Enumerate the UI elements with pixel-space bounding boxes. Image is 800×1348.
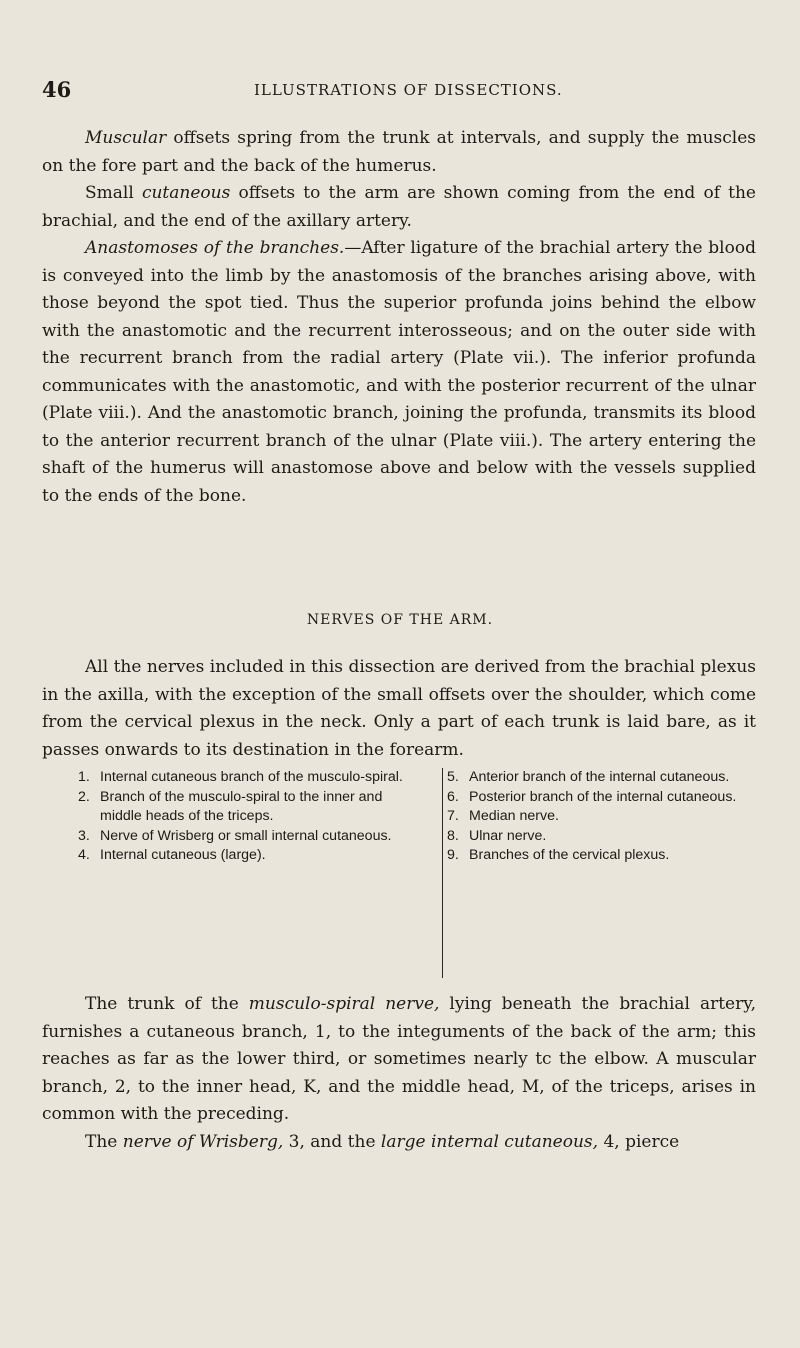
legend-column-left: [78, 768, 408, 866]
legend-number: 5.: [447, 769, 459, 785]
paragraph-muscular-offsets: [42, 125, 756, 180]
paragraph-text: offsets spring from the trunk at intervals, and supply the muscles on the fore part and the back of the humerus.: [42, 128, 756, 176]
legend-item: [447, 768, 757, 788]
legend-number: 9.: [447, 847, 459, 864]
legend-text: Internal cutaneous (large).: [100, 847, 266, 864]
legend-number: 4.: [78, 847, 90, 864]
page-header: [42, 77, 742, 107]
paragraph-text: The trunk of the: [85, 994, 249, 1014]
emphasis: Muscular: [85, 128, 167, 148]
emphasis: large internal cutaneous,: [380, 1131, 599, 1152]
paragraph-text: offsets to the arm are shown coming from the end of the brachial, and the end of the axillary artery.: [42, 183, 756, 231]
legend-number: 6.: [447, 788, 459, 805]
legend-text: Branches of the cervical plexus.: [469, 847, 670, 864]
legend-text: Internal cutaneous branch of the musculo-spiral.: [100, 769, 403, 785]
arteries-section: [42, 125, 756, 510]
paragraph-text: The: [85, 1131, 123, 1152]
emphasis: Anastomoses of the branches.: [85, 238, 345, 258]
paragraph-nerves-intro: All the nerves included in this dissection are derived from the brachial plexus in the axilla, with the exception of the small offsets over the shoulder, which come from the cervical plexus in the neck. Only a part of each trunk is laid bare, as it passes onwards to its destination in the forearm.: [42, 657, 756, 760]
legend-item: [78, 846, 408, 866]
legend-text: Posterior branch of the internal cutaneous.: [469, 788, 737, 805]
legend-item: [447, 807, 757, 827]
legend-item: [78, 827, 408, 847]
legend-text: Anterior branch of the internal cutaneous.: [469, 769, 730, 785]
paragraph-musculo-spiral: [42, 991, 756, 1129]
musculo-spiral-section: [42, 991, 756, 1156]
paragraph-cutaneous-offsets: [42, 180, 756, 235]
running-title: ILLUSTRATIONS OF DISSECTIONS.: [254, 81, 563, 99]
legend-item: [447, 846, 757, 866]
legend-item: [447, 827, 757, 847]
legend-number: 8.: [447, 827, 459, 844]
nerves-intro: [42, 654, 756, 764]
legend-number: 2.: [78, 788, 90, 805]
legend-item: [78, 788, 408, 827]
legend-item: [78, 768, 408, 788]
paragraph-text: Small: [85, 183, 142, 203]
section-heading: NERVES OF THE ARM.: [306, 612, 494, 628]
paragraph-anastomoses: [42, 235, 756, 510]
legend-number: 7.: [447, 808, 459, 825]
legend-text: Branch of the musculo-spiral to the inner and middle heads of the triceps.: [100, 788, 383, 825]
figure-legend: [42, 768, 756, 978]
paragraph-wrisberg: [42, 1129, 756, 1157]
emphasis: cutaneous: [141, 183, 231, 203]
page-number: 46: [42, 77, 72, 102]
legend-number: 1.: [78, 769, 90, 785]
legend-text: Ulnar nerve.: [469, 827, 547, 844]
legend-text: Median nerve.: [469, 808, 559, 825]
legend-column-right: [442, 768, 757, 978]
legend-item: [447, 788, 757, 808]
paragraph-text: 4, pierce: [598, 1131, 680, 1152]
emphasis: musculo-spiral nerve,: [248, 994, 440, 1014]
paragraph-text: 3, and the: [283, 1131, 381, 1152]
legend-text: Nerve of Wrisberg or small internal cutaneous.: [100, 827, 392, 844]
paragraph-text: lying beneath the brachial artery, furnishes a cutaneous branch, 1, to the integuments of the back of the arm; this reaches as far as the lower third, or sometimes nearly tc the elbow. A muscular branch, 2, to the inner head, K, and the middle head, M, of the triceps, arises in common with the preceding.: [42, 994, 756, 1124]
paragraph-text: —After ligature of the brachial artery the blood is conveyed into the limb by the anastomosis of the branches arising above, with those beyond the spot tied. Thus the superior profunda joins behind the elbow with the anastomotic and the recurrent interosseous; and on the outer side with the recurrent branch from the radial artery (Plate vii.). The inferior profunda communicates with the anastomotic, and with the posterior recurrent of the ulnar (Plate viii.). And the anastomotic branch, joining the profunda, transmits its blood to the anterior recurrent branch of the ulnar (Plate viii.). The artery entering the shaft of the humerus will anastomose above and below with the vessels supplied to the ends of the bone.: [42, 238, 756, 506]
legend-number: 3.: [78, 827, 90, 844]
emphasis: nerve of Wrisberg,: [122, 1131, 284, 1152]
